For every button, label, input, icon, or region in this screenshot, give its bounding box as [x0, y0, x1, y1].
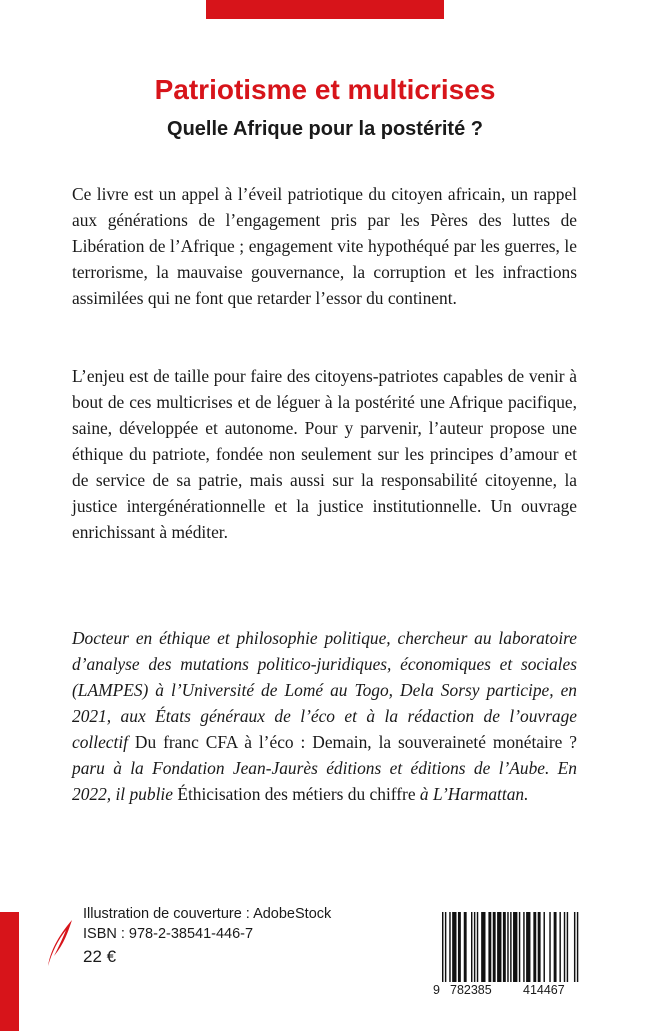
barcode-bar: [549, 912, 550, 982]
barcode-bar: [533, 912, 536, 982]
barcode-bar: [510, 912, 511, 982]
barcode-bar: [458, 912, 461, 982]
barcode-bar: [471, 912, 472, 982]
barcode-lead-digit: 9: [433, 983, 440, 997]
isbn-barcode: [428, 912, 580, 999]
barcode-bar: [477, 912, 478, 982]
barcode-bar: [567, 912, 568, 982]
barcode-bar: [493, 912, 496, 982]
bio-text-1: Docteur en éthique et philosophie politique, chercheur au laboratoire d’analyse des mutations politico-juridiques, économiques et sociales (LAMPES) à l’Université de Lomé au Togo, Dela Sorsy participe, en 2021, aux États généraux de l’éco et à la rédaction de l’ouvrage collectif: [72, 628, 577, 752]
book-title: Patriotisme et multicrises: [154, 74, 496, 105]
feather-icon: [44, 918, 76, 973]
illustration-credit: Illustration de couverture : AdobeStock: [83, 906, 332, 922]
barcode-bar: [445, 912, 446, 982]
barcode-bar: [481, 912, 485, 982]
price-text: 22 €: [83, 947, 117, 966]
barcode-bar: [497, 912, 501, 982]
barcode-bar: [574, 912, 575, 982]
barcode-bar: [519, 912, 520, 982]
barcode-bar: [488, 912, 491, 982]
barcode-left-digits: 782385: [450, 983, 492, 997]
bio-text-3: à L’Harmattan.: [419, 784, 529, 804]
barcode-bar: [474, 912, 475, 982]
barcode-bar: [577, 912, 578, 982]
summary-paragraph-2: L’enjeu est de taille pour faire des citoyens-patriotes capables de venir à bout de ces multicrises et de léguer à la postérité une Afrique pacifique, saine, développée et autonome. Pour y parvenir, l’auteur propose une éthique du patriote, fondée non seulement sur les principes d’amour et de service de sa patrie, mais aussi sur la responsabilité citoyenne, la justice intergénérationnelle et la justice institutionnelle. Un ouvrage enrichissant à méditer.: [72, 366, 577, 542]
barcode-bar: [559, 912, 560, 982]
bio-text-2: paru à la Fondation Jean-Jaurès éditions et éditions de l’Aube. En 2022, il publie: [72, 758, 577, 804]
barcode-bar: [544, 912, 545, 982]
summary-paragraph-1: Ce livre est un appel à l’éveil patriotique du citoyen africain, un rappel aux générations de l’engagement pris par les Pères des luttes de Libération de l’Afrique ; engagement vite hypothéqué par les guerres, le terrorisme, la mauvaise gouvernance, la corruption et les infractions assimilées qui ne font que retarder l’essor du continent.: [72, 184, 577, 308]
barcode-bar: [442, 912, 443, 982]
barcode-bar: [503, 912, 506, 982]
barcode-bar: [513, 912, 517, 982]
barcode-bar: [464, 912, 467, 982]
barcode-bar: [538, 912, 541, 982]
barcode-right-digits: 414467: [523, 983, 565, 997]
barcode-bar: [507, 912, 508, 982]
bio-book-title-2: Éthicisation des métiers du chiffre: [172, 784, 420, 804]
isbn-text: ISBN : 978-2-38541-446-7: [83, 926, 254, 942]
barcode-number: [428, 983, 580, 999]
credits-block: [83, 904, 331, 967]
barcode-bars: [428, 912, 580, 982]
barcode-bar: [452, 912, 456, 982]
barcode-bar: [523, 912, 524, 982]
barcode-bar: [526, 912, 530, 982]
barcode-bar: [564, 912, 565, 982]
left-accent-bar: [0, 912, 19, 1031]
barcode-bar: [554, 912, 557, 982]
top-accent-bar: [206, 0, 444, 19]
book-subtitle: Quelle Afrique pour la postérité ?: [167, 118, 483, 140]
author-biography: [72, 625, 577, 807]
barcode-bar: [449, 912, 450, 982]
bio-book-title-1: Du franc CFA à l’éco : Demain, la souveraineté monétaire ?: [128, 732, 577, 752]
